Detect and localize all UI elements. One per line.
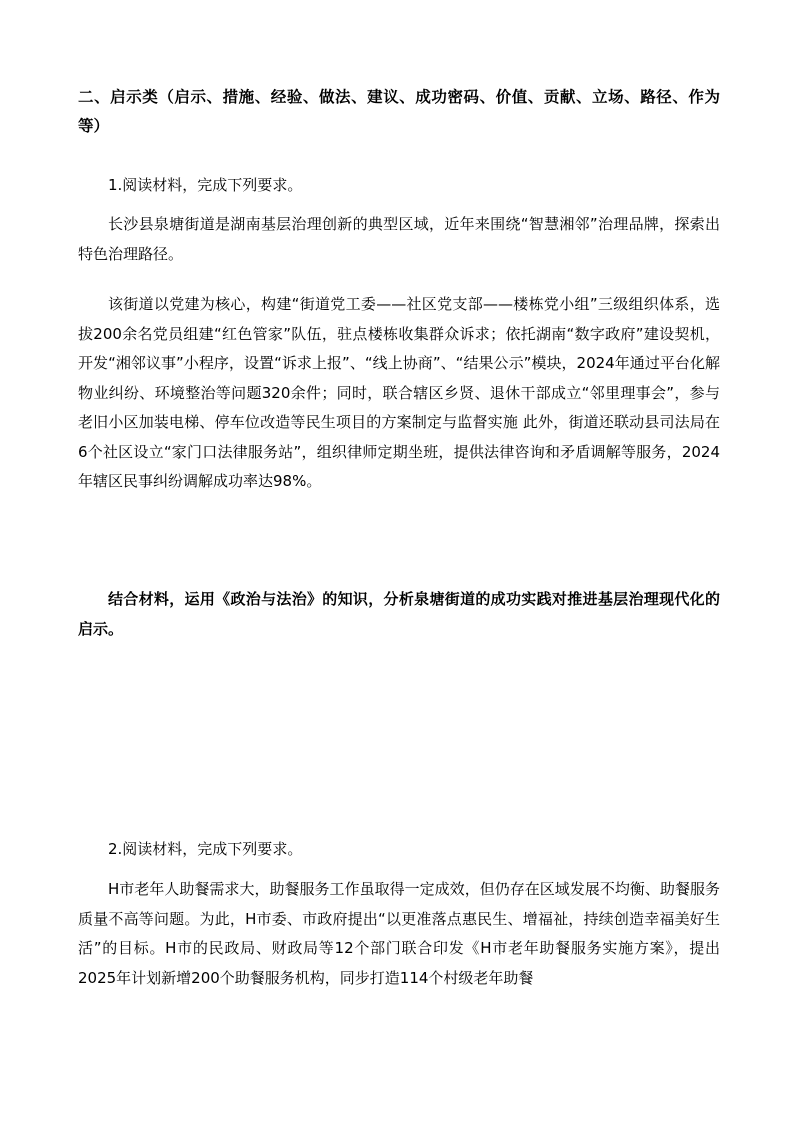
q1-question: 结合材料，运用《政治与法治》的知识，分析泉塘街道的成功实践对推进基层治理现代化的启示。: [78, 590, 720, 638]
q2-instruction: 2.阅读材料，完成下列要求。: [108, 840, 303, 858]
section-heading: 二、启示类（启示、措施、经验、做法、建议、成功密码、价值、贡献、立场、路径、作为等）: [78, 88, 720, 135]
q2-material-paragraph-1: H市老年人助餐需求大，助餐服务工作虽取得一定成效，但仍存在区域发展不均衡、助餐服务质量不高等问题。为此，H市委、市政府提出“以更准落点惠民生、增福祉，持续创造幸福美好生活”的目标。H市的民政局、财政局等12个部门联合印发《H市老年助餐服务实施方案》，提出2025年计划新增200个助餐服务机构，同步打造114个村级老年助餐: [78, 880, 720, 987]
q1-material-paragraph-2: 该街道以党建为核心，构建“街道党工委——社区党支部——楼栋党小组”三级组织体系，选拔200余名党员组建“红色管家”队伍，驻点楼栋收集群众诉求；依托湖南“数字政府”建设契机，开发“湘邻议事”小程序，设置“诉求上报”、“线上协商”、“结果公示”模块，2024年通过平台化解物业纠纷、环境整治等问题320余件；同时，联合辖区乡贤、退休干部成立“邻里理事会”，参与老旧小区加装电梯、停车位改造等民生项目的方案制定与监督实施 此外，街道还联动县司法局在6个社区设立“家门口法律服务站”，组织律师定期坐班，提供法律咨询和矛盾调解等服务，2024年辖区民事纠纷调解成功率达98%。: [78, 295, 720, 490]
q1-instruction: 1.阅读材料，完成下列要求。: [108, 176, 303, 194]
q1-material-paragraph-1: 长沙县泉塘街道是湖南基层治理创新的典型区域，近年来围绕“智慧湘邻”治理品牌，探索出特色治理路径。: [78, 215, 720, 263]
